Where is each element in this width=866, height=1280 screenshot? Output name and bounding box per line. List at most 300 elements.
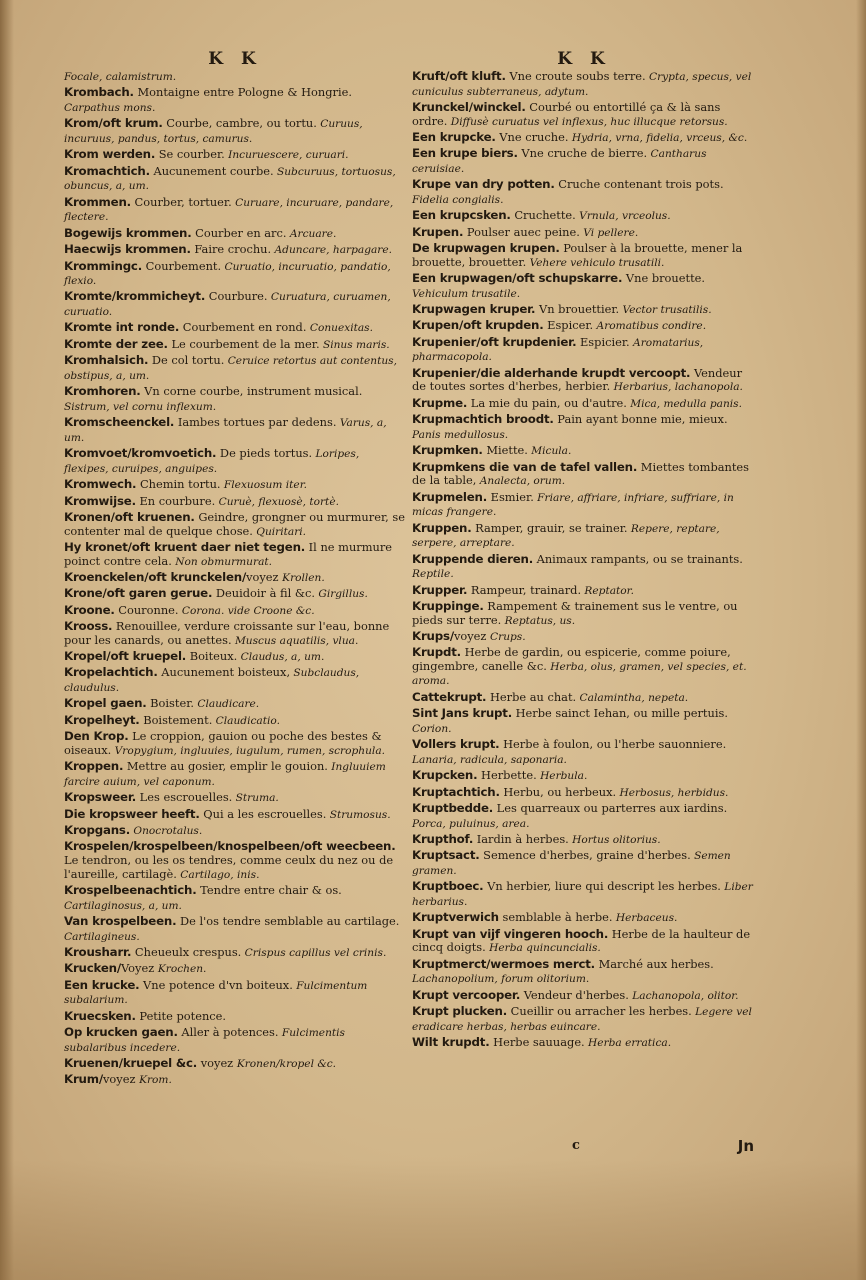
entry-french-gloss: Espicer. (543, 318, 594, 333)
entry-latin-gloss: Cartilaginosus, a, um. (64, 899, 182, 912)
dictionary-entry (412, 319, 756, 335)
dictionary-entry (64, 541, 406, 571)
dictionary-entry (64, 117, 406, 148)
entry-latin-gloss: Curuare, incuruare, pandare, flectere. (64, 196, 394, 224)
entry-headword: Kromvoet/kromvoetich. (64, 446, 217, 461)
entry-french-gloss: Courber, tortuer. (130, 194, 232, 209)
dictionary-entry (64, 478, 406, 494)
dictionary-entry (64, 714, 406, 730)
entry-latin-gloss: Ceruice retortus aut contentus, obstipus, a, um. (64, 355, 397, 382)
entry-headword: Kruptboec. (412, 879, 484, 894)
entry-latin-gloss: Lachanopolium, forum olitorium. (412, 973, 590, 986)
entry-headword: Kruppen. (412, 520, 472, 535)
entry-latin-gloss: Herbula. (536, 770, 588, 783)
entry-latin-gloss: Herba quincuncialis. (485, 942, 601, 955)
entry-french-gloss: Petite potence. (135, 1008, 227, 1023)
entry-headword: Wilt krupdt. (412, 1035, 490, 1050)
entry-headword: Krupdt. (412, 645, 461, 660)
entry-latin-gloss: Krom. (139, 1074, 172, 1087)
entry-french-gloss: Le tendron, ou les os tendres, comme ceulx du nez ou de l'aureille, cartilagè. (64, 852, 394, 881)
entry-french-gloss: Chemin tortu. (136, 477, 221, 492)
dictionary-entry (64, 338, 406, 354)
entry-latin-gloss: Micula. (527, 445, 572, 458)
entry-headword: Krom/oft krum. (64, 116, 163, 131)
entry-latin-gloss: Kronen/kropel &c. (236, 1058, 337, 1071)
entry-french-gloss: Mettre au gosier, emplir le gouion. (123, 759, 328, 774)
entry-headword: Krom werden. (64, 147, 156, 162)
dictionary-entry (64, 260, 406, 291)
entry-headword: Kruppinge. (412, 598, 484, 613)
entry-headword: Op krucken gaen. (64, 1025, 178, 1040)
entry-headword: Krupper. (412, 582, 468, 597)
entry-french-gloss: Herbe au chat. (486, 689, 577, 704)
entry-french-gloss: Cheueulx crespus. (131, 944, 242, 959)
entry-headword: Krommen. (64, 194, 131, 209)
entry-latin-gloss: Subcuruus, tortuosus, obuncus, a, um. (64, 165, 396, 193)
entry-headword: Krupcken. (412, 768, 478, 783)
entry-french-gloss: Vn corne courbe, instrument musical. (140, 384, 363, 399)
entry-latin-gloss: Repere, reptare, serpere, arreptare. (412, 522, 720, 550)
entry-latin-gloss: Claudus, a, um. (237, 651, 325, 664)
entry-french-gloss: Miette. (482, 443, 528, 458)
entry-french-gloss: Courbure. (205, 289, 268, 304)
dictionary-entry (412, 303, 756, 319)
entry-headword: Krups/ (412, 628, 454, 643)
entry-latin-gloss: Calamintha, nepeta. (576, 691, 689, 704)
dictionary-entry (412, 600, 756, 630)
dictionary-entry (64, 290, 406, 321)
dictionary-entry (64, 196, 406, 227)
dictionary-entry (412, 584, 756, 600)
entry-french-gloss: Herbe sauuage. (489, 1035, 585, 1050)
entry-headword: Kruecsken. (64, 1008, 136, 1023)
entry-french-gloss: Montaigne entre Pologne & Hongrie. (133, 85, 352, 100)
entry-latin-gloss: Legere vel eradicare herbas, herbas euincare. (412, 1006, 752, 1033)
entry-headword: Krommingc. (64, 258, 143, 273)
entry-headword: Kropel/oft kruepel. (64, 649, 187, 664)
entry-latin-gloss: Curuus, incuruus, pandus, tortus, camurus. (64, 118, 363, 145)
dictionary-entry (412, 131, 756, 147)
dictionary-entry (64, 697, 406, 713)
entry-latin-gloss: Curuatio, incuruatio, pandatio, flexio. (64, 260, 391, 288)
entry-french-gloss: Qui a les escrouelles. (199, 806, 327, 821)
dictionary-entry (412, 70, 756, 101)
dictionary-entry (64, 86, 406, 117)
entry-latin-gloss: Sistrum, vel cornu inflexum. (64, 400, 217, 413)
entry-latin-gloss: Hydria, vrna, fidelia, vrceus, &c. (568, 131, 748, 144)
entry-latin-gloss: Carpathus mons. (64, 101, 156, 114)
entry-french-gloss: Boister. (146, 696, 195, 711)
entry-french-gloss: Boistement. (139, 712, 213, 727)
entry-french-gloss: Les escrouelles. (136, 790, 233, 805)
entry-french-gloss: Vne brouette. (622, 271, 706, 286)
dictionary-entry (64, 946, 406, 962)
dictionary-entry (64, 760, 406, 791)
entry-french-gloss: Herbu, ou herbeux. (499, 784, 617, 799)
entry-headword: Kromhoren. (64, 384, 141, 399)
entry-french-gloss: Vn herbier, liure qui descript les herbes. (483, 879, 721, 894)
entry-latin-gloss: Focale, calamistrum. (64, 71, 177, 83)
dictionary-entry (412, 226, 756, 242)
entry-french-gloss: Animaux rampants, ou se trainants. (533, 551, 743, 566)
entry-headword: Krupt vercooper. (412, 987, 521, 1002)
right-column (412, 48, 756, 1052)
dictionary-entry (64, 620, 406, 650)
entry-french-gloss: Iardin à herbes. (473, 832, 569, 846)
entry-latin-gloss: Krochen. (157, 963, 207, 976)
entry-headword: Kruenen/kruepel &c. (64, 1056, 198, 1071)
entry-latin-gloss: Crypta, specus, vel cuniculus subterraneus, adytum. (412, 71, 752, 98)
entry-headword: Krunckel/winckel. (412, 99, 526, 114)
entry-french-gloss: De l'os tendre semblable au cartilage. (176, 913, 400, 928)
entry-latin-gloss: Krollen. (282, 571, 325, 584)
dictionary-entry (412, 802, 756, 833)
entry-french-gloss: Herbe de la haulteur de cincq doigts. (412, 926, 751, 955)
dictionary-entry (412, 928, 756, 958)
dictionary-entry (412, 833, 756, 849)
entry-french-gloss: En courbure. (135, 493, 216, 508)
entry-headword: Kropgans. (64, 823, 131, 837)
entry-headword: Kruptbedde. (412, 801, 494, 816)
entry-latin-gloss: Crispus capillus vel crinis. (241, 946, 387, 959)
entry-french-gloss: Iambes tortues par dedens. (174, 415, 337, 430)
entry-french-gloss: Rampement & trainement sus le ventre, ou pieds sur terre. (412, 598, 738, 627)
entry-french-gloss: Vn brouettier. (535, 302, 620, 317)
dictionary-entry (64, 1026, 406, 1057)
entry-latin-gloss: Strumosus. (326, 808, 391, 821)
entry-latin-gloss: Sinus maris. (319, 338, 390, 351)
entry-latin-gloss: Lachanopola, olitor. (628, 989, 739, 1002)
entry-latin-gloss: Conuexitas. (306, 322, 373, 335)
entry-headword: Krupen/oft krupden. (412, 318, 544, 333)
entry-latin-gloss: Subclaudus, claudulus. (64, 667, 360, 695)
entry-french-gloss: Miettes tombantes de la table, (412, 459, 750, 488)
entry-french-gloss: Courbe, cambre, ou tortu. (162, 116, 317, 131)
entry-latin-gloss: Diffusè curuatus vel inflexus, huc illucque retorsus. (447, 115, 728, 128)
entry-french-gloss: Voyez (121, 961, 158, 976)
left-column (64, 48, 406, 1090)
entry-headword: Kronen/oft kruenen. (64, 509, 195, 524)
entry-french-gloss: Herbe de gardin, ou espicerie, comme poiure, gingembre, canelle &c. (412, 645, 731, 673)
dictionary-entry (64, 447, 406, 478)
dictionary-entry (64, 385, 406, 416)
entry-latin-gloss: Fulcimentum subalarium. (64, 979, 368, 1007)
dictionary-entry (412, 242, 756, 272)
entry-headword: Kromte der zee. (64, 336, 168, 351)
entry-headword: Een krupcsken. (412, 208, 511, 223)
entry-headword: Kropsweer. (64, 790, 137, 805)
entry-french-gloss: Rampeur, trainard. (467, 582, 582, 597)
dictionary-entry (64, 148, 406, 164)
entry-headword: Krupmelen. (412, 489, 488, 504)
entry-latin-gloss: Claudicatio. (212, 714, 280, 727)
entry-headword: Sint Jans krupt. (412, 706, 512, 721)
entry-latin-gloss: Curuatura, curuamen, curuatio. (64, 291, 391, 319)
dictionary-entry (64, 1073, 406, 1089)
entry-headword: Kropelachtich. (64, 665, 158, 680)
entry-latin-gloss: Non obmurmurat. (171, 555, 273, 568)
entry-latin-gloss: Quiritari. (252, 525, 307, 538)
entry-french-gloss: La mie du pain, ou d'autre. (467, 395, 627, 410)
dictionary-entry (64, 840, 406, 884)
entry-french-gloss: Renouillee, verdure croissante sur l'eau, bonne pour les canards, ou anettes. (64, 619, 390, 647)
dictionary-entry (64, 884, 406, 915)
entry-headword: Krombach. (64, 85, 134, 100)
page-edge-shadow-right (856, 0, 866, 1280)
entry-latin-gloss: Fulcimentis subalaribus incedere. (64, 1027, 345, 1054)
catchword: Jn (737, 1137, 754, 1155)
entry-headword: Kruptachtich. (412, 784, 500, 799)
entry-latin-gloss: Fidelia congialis. (412, 193, 504, 206)
entry-latin-gloss: Vector trusatilis. (619, 304, 712, 317)
dictionary-entry (64, 915, 406, 946)
entry-french-gloss: Se courber. (155, 147, 225, 162)
entry-latin-gloss: Muscus aquatilis, vlua. (231, 634, 359, 647)
entry-headword: Een krupwagen/oft schupskarre. (412, 271, 623, 286)
entry-headword: Vollers krupt. (412, 737, 500, 752)
dictionary-entry (64, 321, 406, 337)
entry-headword: Krospelen/krospelbeen/knospelbeen/oft weecbeen. (64, 839, 396, 854)
dictionary-entry (412, 444, 756, 460)
entry-headword: Krupe van dry potten. (412, 177, 555, 192)
entry-latin-gloss: Herbosus, herbidus. (616, 786, 729, 799)
entry-french-gloss: Il ne murmure poinct contre cela. (64, 539, 393, 568)
entry-latin-gloss: Loripes, flexipes, curuipes, anguipes. (64, 448, 360, 475)
dictionary-entry (412, 209, 756, 225)
entry-headword: Krupmkens die van de tafel vallen. (412, 459, 638, 474)
entry-headword: Krupt plucken. (412, 1004, 508, 1019)
entry-french-gloss: Herbette. (477, 768, 537, 783)
dictionary-entry (412, 691, 756, 707)
entry-headword: Krone/oft garen gerue. (64, 586, 213, 601)
dictionary-entry (64, 165, 406, 196)
entry-french-gloss: Faire crochu. (190, 242, 272, 257)
entry-latin-gloss: Struma. (232, 792, 279, 805)
dictionary-entry (412, 911, 756, 927)
dictionary-entry (64, 791, 406, 807)
entry-latin-gloss: Semen gramen. (412, 850, 731, 877)
entry-latin-gloss: Aduncare, harpagare. (271, 244, 393, 257)
dictionary-entry (64, 354, 406, 385)
entry-latin-gloss: Panis medullosus. (412, 428, 509, 441)
entry-french-gloss: Cruche contenant trois pots. (554, 177, 724, 192)
entry-french-gloss: Vne cruche. (495, 129, 569, 144)
entry-headword: Krupmachtich broodt. (412, 412, 554, 427)
entry-french-gloss: voyez (197, 1056, 237, 1071)
entry-headword: Krucken/ (64, 961, 121, 976)
entry-latin-gloss: Herba, olus, gramen, vel species, et. aroma. (412, 660, 747, 688)
left-entry-list (64, 70, 406, 1090)
entry-french-gloss: Boiteux. (186, 649, 238, 664)
dictionary-entry (412, 707, 756, 738)
dictionary-entry (412, 272, 756, 303)
entry-headword: De krupwagen krupen. (412, 241, 560, 256)
entry-french-gloss: Cruchette. (510, 208, 576, 223)
entry-headword: Krum/ (64, 1072, 103, 1087)
dictionary-entry (64, 666, 406, 697)
entry-latin-gloss: Lanaria, radicula, saponaria. (412, 753, 567, 766)
dictionary-entry (412, 553, 756, 584)
entry-headword: Kroone. (64, 602, 115, 617)
entry-french-gloss: Espicier. (576, 334, 630, 349)
entry-french-gloss: De col tortu. (148, 353, 225, 368)
dictionary-entry (64, 227, 406, 243)
entry-french-gloss: Aller à potences. (177, 1025, 279, 1040)
entry-latin-gloss: Vehiculum trusatile. (412, 287, 521, 300)
entry-headword: Die kropsweer heeft. (64, 806, 200, 821)
entry-french-gloss: Herbe sainct Iehan, ou mille pertuis. (512, 706, 728, 721)
dictionary-entry (412, 147, 756, 178)
entry-french-gloss: Courbement en rond. (179, 320, 307, 335)
entry-french-gloss: Le courbement de la mer. (167, 336, 320, 351)
entry-latin-gloss: Reptator. (581, 584, 634, 597)
entry-latin-gloss: Flexuosum iter. (220, 479, 307, 492)
entry-headword: Kromhalsich. (64, 353, 149, 368)
entry-latin-gloss: Herba erratica. (584, 1037, 672, 1050)
dictionary-entry (64, 571, 406, 587)
entry-headword: Kromte/krommicheyt. (64, 289, 206, 304)
entry-french-gloss: Herbe à foulon, ou l'herbe sauonniere. (499, 737, 727, 752)
entry-french-gloss: Marché aux herbes. (594, 956, 714, 971)
entry-french-gloss: Poulser à la brouette, mener la brouette, brouetter. (412, 241, 743, 269)
entry-headword: Kromwijse. (64, 493, 136, 508)
dictionary-entry (64, 808, 406, 824)
entry-headword: Krupen. (412, 224, 464, 239)
entry-latin-gloss: Herbaceus. (612, 912, 678, 925)
entry-french-gloss: Cueillir ou arracher les herbes. (507, 1004, 692, 1019)
dictionary-entry (64, 1057, 406, 1073)
entry-headword: Krupme. (412, 395, 468, 410)
dictionary-entry (64, 824, 406, 840)
entry-latin-gloss: Claudicare. (194, 698, 260, 711)
entry-headword: Een krucke. (64, 977, 140, 992)
entry-latin-gloss: Vropygium, ingluuies, iugulum, rumen, scrophula. (111, 744, 385, 757)
entry-headword: Bogewijs krommen. (64, 225, 192, 240)
dictionary-entry (412, 630, 756, 646)
dictionary-entry (64, 511, 406, 541)
entry-headword: Kruppende dieren. (412, 551, 533, 566)
right-running-head: K K (557, 49, 611, 69)
entry-headword: Kruft/oft kluft. (412, 69, 506, 83)
dictionary-entry (412, 101, 756, 131)
right-entry-list (412, 70, 756, 1052)
entry-latin-gloss: Herbarius, lachanopola. (610, 381, 743, 394)
entry-headword: Krupt van vijf vingeren hooch. (412, 926, 609, 941)
entry-french-gloss: Vne croute soubs terre. (505, 69, 646, 83)
entry-headword: Kruptverwich (412, 910, 499, 925)
dictionary-entry (64, 587, 406, 603)
entry-latin-gloss: Vi pellere. (579, 226, 639, 239)
entry-headword: Krupwagen kruper. (412, 302, 536, 317)
dictionary-entry (412, 461, 756, 491)
dictionary-entry (412, 522, 756, 553)
entry-latin-gloss: Reptile. (412, 568, 454, 581)
entry-headword: Krupthof. (412, 832, 474, 846)
entry-latin-gloss: Vehere vehiculo trusatili. (526, 256, 665, 269)
entry-headword: Kromscheenckel. (64, 415, 175, 430)
entry-latin-gloss: Crups. (490, 630, 526, 643)
entry-french-gloss: Le croppion, gauion ou poche des bestes & oiseaux. (64, 729, 382, 757)
dictionary-entry (412, 367, 756, 397)
entry-french-gloss: Ramper, grauir, se trainer. (471, 520, 628, 535)
entry-french-gloss: voyez (246, 569, 283, 584)
entry-latin-gloss: Vrnula, vrceolus. (575, 210, 671, 223)
entry-french-gloss: Geindre, grongner ou murmurer, se contenter mal de quelque chose. (64, 509, 405, 538)
entry-latin-gloss: Arcuare. (286, 227, 337, 240)
dictionary-entry (412, 1036, 756, 1052)
entry-french-gloss: Aucunement courbe. (149, 163, 274, 178)
entry-headword: Krousharr. (64, 944, 132, 959)
entry-headword: Kromachtich. (64, 163, 150, 178)
entry-headword: Kropelheyt. (64, 712, 140, 727)
entry-latin-gloss: Corion. (412, 722, 452, 735)
entry-french-gloss: Deuidoir à fil &c. (212, 586, 315, 601)
entry-french-gloss: Esmier. (487, 489, 534, 504)
entry-latin-gloss: Hortus olitorius. (568, 834, 661, 846)
dictionary-entry (412, 958, 756, 989)
entry-latin-gloss: Aromatarius, pharmacopola. (412, 336, 704, 364)
entry-headword: Kruptmerct/wermoes merct. (412, 956, 595, 971)
dictionary-entry (64, 70, 406, 86)
entry-headword: Kromwech. (64, 477, 137, 492)
entry-french-gloss: Semence d'herbes, graine d'herbes. (479, 848, 691, 863)
entry-latin-gloss: Reptatus, us. (501, 614, 576, 627)
dictionary-entry (412, 786, 756, 802)
dictionary-entry (412, 336, 756, 367)
dictionary-entry (412, 1005, 756, 1036)
entry-latin-gloss: Liber herbarius. (412, 881, 753, 908)
entry-french-gloss: Couronne. (114, 602, 179, 617)
entry-latin-gloss: Porca, puluinus, area. (412, 817, 530, 830)
entry-headword: Krupenier/oft krupdenier. (412, 334, 577, 349)
entry-french-gloss: Courbé ou entortillé ça & là sans ordre. (412, 99, 721, 128)
page-stain (0, 1160, 866, 1280)
entry-latin-gloss: Varus, a, um. (64, 417, 387, 444)
entry-latin-gloss: Girgillus. (314, 588, 368, 601)
dictionary-entry (64, 416, 406, 447)
entry-headword: Krupenier/die alderhande krupdt vercoopt. (412, 365, 691, 380)
dictionary-entry (64, 730, 406, 760)
dictionary-entry (412, 178, 756, 209)
entry-headword: Den Krop. (64, 729, 129, 744)
entry-headword: Krooss. (64, 619, 113, 634)
dictionary-entry (412, 989, 756, 1005)
entry-headword: Kropel gaen. (64, 696, 147, 711)
dictionary-entry (64, 962, 406, 978)
entry-headword: Krospelbeenachtich. (64, 882, 197, 897)
entry-french-gloss: Vne cruche de bierre. (517, 146, 648, 161)
entry-latin-gloss: Corona. vide Croone &c. (178, 604, 315, 617)
entry-latin-gloss: Aromatibus condire. (593, 320, 707, 333)
entry-latin-gloss: Cartilagineus. (64, 930, 140, 943)
entry-french-gloss: voyez (102, 1072, 140, 1087)
entry-headword: Kromte int ronde. (64, 320, 180, 335)
entry-headword: Kruptsact. (412, 848, 480, 863)
entry-headword: Van krospelbeen. (64, 913, 177, 928)
entry-latin-gloss: Mica, medulla panis. (626, 397, 742, 410)
entry-latin-gloss: Friare, affriare, infriare, suffriare, in micas frangere. (412, 491, 734, 519)
page-edge-shadow-left (0, 0, 14, 1280)
entry-french-gloss: voyez (453, 628, 491, 643)
entry-french-gloss: De pieds tortus. (216, 446, 313, 461)
entry-french-gloss: Poulser auec peine. (463, 224, 580, 239)
dictionary-entry (412, 880, 756, 911)
entry-latin-gloss: Analecta, orum. (476, 475, 566, 488)
entry-french-gloss: Courbement. (142, 258, 222, 273)
entry-headword: Kroenckelen/oft krunckelen/ (64, 569, 247, 584)
entry-latin-gloss: Curuè, flexuosè, tortè. (215, 495, 339, 508)
entry-latin-gloss: Onocrotalus. (130, 825, 203, 837)
